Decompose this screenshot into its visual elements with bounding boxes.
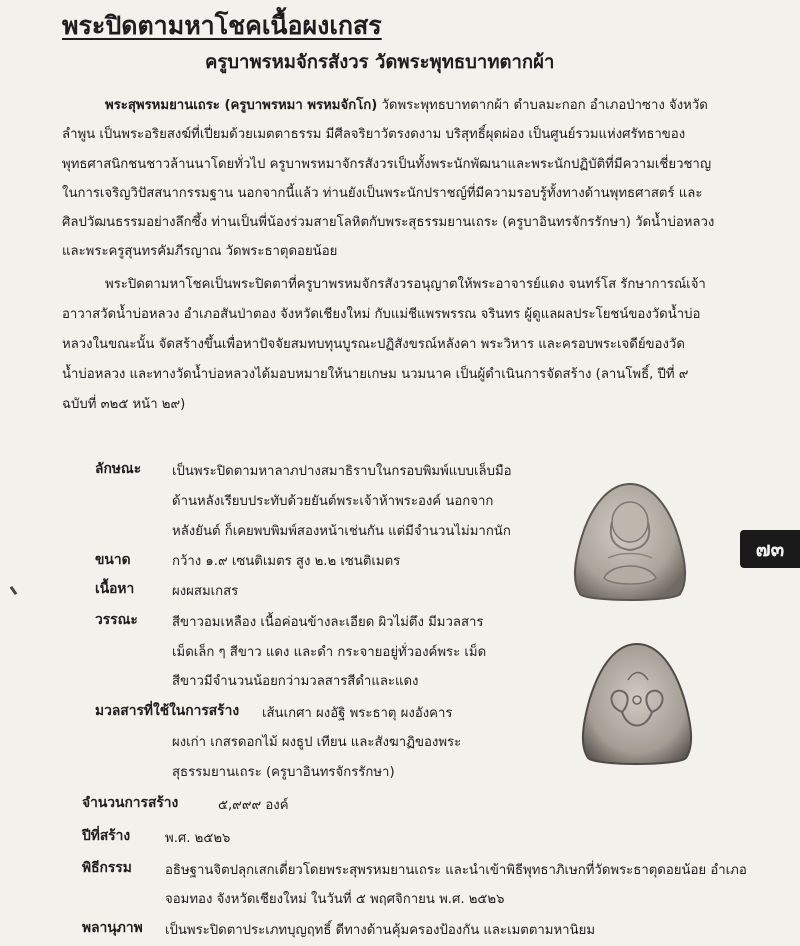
ceremony-line: จอมทอง จังหวัดเชียงใหม่ ในวันที่ ๕ พฤศจิกายน พ.ศ. ๒๕๒๖ <box>165 892 505 907</box>
power-label: พลานุภาพ <box>82 920 143 936</box>
ingredients-line: เส้นเกศา ผงอัฐิ พระธาตุ ผงอังคาร <box>262 706 453 721</box>
power-value: เป็นพระปิดตาประเภทบุญฤทธิ์ ดีทางด้านคุ้มครองป้องกัน และเมตตามหานิยม <box>165 923 596 938</box>
intro-line: ลำพูน เป็นพระอริยสงฆ์ที่เปี่ยมด้วยเมตตาธรรม มีศีลจริยาวัตรงดงาม บริสุทธิ์ผุดผ่อง เป็นศูนย์รวมแห่งศรัทธาของ <box>62 127 686 142</box>
page-subtitle: ครูบาพรหมจักรสังวร วัดพระพุทธบาทตากผ้า <box>205 52 555 73</box>
year-value: พ.ศ. ๒๕๒๖ <box>165 831 231 846</box>
color-label: วรรณะ <box>95 612 138 628</box>
intro-line: ในการเจริญวิปัสสนากรรมฐาน นอกจากนี้แล้ว ท่านยังเป็นพระนักปราชญ์ที่มีความรอบรู้ทั้งทางด้านพุทธศาสตร์ และ <box>62 186 703 201</box>
character-line: ด้านหลังเรียบประทับด้วยยันต์พระเจ้าห้าพระองค์ นอกจาก <box>172 494 494 509</box>
quantity-label: จำนวนการสร้าง <box>82 795 179 811</box>
material-value: ผงผสมเกสร <box>172 584 239 599</box>
material-label: เนื้อหา <box>95 581 135 597</box>
character-label: ลักษณะ <box>95 461 142 477</box>
intro-line: พุทธศาสนิกชนชาวล้านนาโดยทั่วไป ครูบาพรหมาจักรสังวรเป็นทั้งพระนักพัฒนาและพระนักปฏิบัติที่มีความเชี่ยวชาญ <box>62 157 712 172</box>
scan-mark <box>10 586 18 595</box>
size-value: กว้าง ๑.๙ เซนติเมตร สูง ๒.๒ เซนติเมตร <box>172 554 401 569</box>
amulet-front-image <box>568 478 692 606</box>
intro-line: น้ำบ่อหลวง และทางวัดน้ำบ่อหลวงได้มอบหมายให้นายเกษม นวมนาค เป็นผู้ดำเนินการจัดสร้าง (ลานโพธิ์, ปีที่ ๙ <box>62 367 689 382</box>
intro-line: และพระครูสุนทรคัมภีรญาณ วัดพระธาตุดอยน้อย <box>62 244 338 259</box>
amulet-back-image <box>578 640 696 768</box>
intro-line: อาวาสวัดน้ำบ่อหลวง อำเภอสันป่าตอง จังหวัดเชียงใหม่ กับแม่ชีแพรพรรณ จรินทร ผู้ดูแลผลประโยชน์ของวัดน้ำบ่อ <box>62 307 701 322</box>
page-title: พระปิดตามหาโชคเนื้อผงเกสร <box>62 11 382 40</box>
intro-lead: พระสุพรหมยานเถระ (ครูบาพรหมา พรหมจักโก) <box>105 98 378 113</box>
ceremony-label: พิธีกรรม <box>82 860 132 876</box>
page-number-tab: ๗๓ <box>740 530 800 568</box>
ingredients-line: สุธรรมยานเถระ (ครูบาอินทรจักรรักษา) <box>172 765 395 780</box>
color-line: เม็ดเล็ก ๆ สีขาว แดง และดำ กระจายอยู่ทั่วองค์พระ เม็ด <box>172 645 487 660</box>
intro-line: ฉบับที่ ๓๒๕ หน้า ๒๙) <box>62 397 186 412</box>
intro-line: ศิลปวัฒนธรรมอย่างลึกซึ้ง ท่านเป็นพี่น้องร่วมสายโลหิตกับพระสุธรรมยานเถระ (ครูบาอินทรจักรรักษา) วัดน้ำบ่อหลวง <box>62 215 715 230</box>
color-line: สีขาวมีจำนวนน้อยกว่ามวลสารสีดำและแดง <box>172 674 419 689</box>
color-line: สีขาวอมเหลือง เนื้อค่อนข้างละเอียด ผิวไม่ตึง มีมวลสาร <box>172 615 484 630</box>
intro-line: หลวงในขณะนั้น จัดสร้างขึ้นเพื่อหาปัจจัยสมทบทุนบูรณะปฏิสังขรณ์หลังคา พระวิหาร และครอบพระเจดีย์ของวัด <box>62 337 685 352</box>
ceremony-line: อธิษฐานจิตปลุกเสกเดี่ยวโดยพระสุพรหมยานเถระ และนำเข้าพิธีพุทธาภิเษกที่วัดพระธาตุดอยน้อย อำเภอ <box>165 863 747 878</box>
intro-line: พระปิดตามหาโชคเป็นพระปิดตาที่ครูบาพรหมจักรสังวรอนุญาตให้พระอาจารย์แดง จนทร์โส รักษาการณ์เจ้า <box>105 277 706 292</box>
character-line: เป็นพระปิดตามหาลาภปางสมาธิราบในกรอบพิมพ์แบบเล็บมือ <box>172 464 512 479</box>
intro-lead-rest: วัดพระพุทธบาทตากผ้า ตำบลมะกอก อำเภอป่าซาง จังหวัด <box>381 98 708 113</box>
intro-line <box>105 97 708 115</box>
ingredients-line: ผงเก่า เกสรดอกไม้ ผงธูป เทียน และสังฆาฏิของพระ <box>172 735 462 750</box>
character-line: หลังยันต์ ก็เคยพบพิมพ์สองหน้าเช่นกัน แต่มีจำนวนไม่มากนัก <box>172 524 511 539</box>
ingredients-label: มวลสารที่ใช้ในการสร้าง <box>95 703 240 719</box>
quantity-value: ๕,๙๙๙ องค์ <box>218 798 289 813</box>
year-label: ปีที่สร้าง <box>82 828 131 844</box>
size-label: ขนาด <box>95 552 131 568</box>
